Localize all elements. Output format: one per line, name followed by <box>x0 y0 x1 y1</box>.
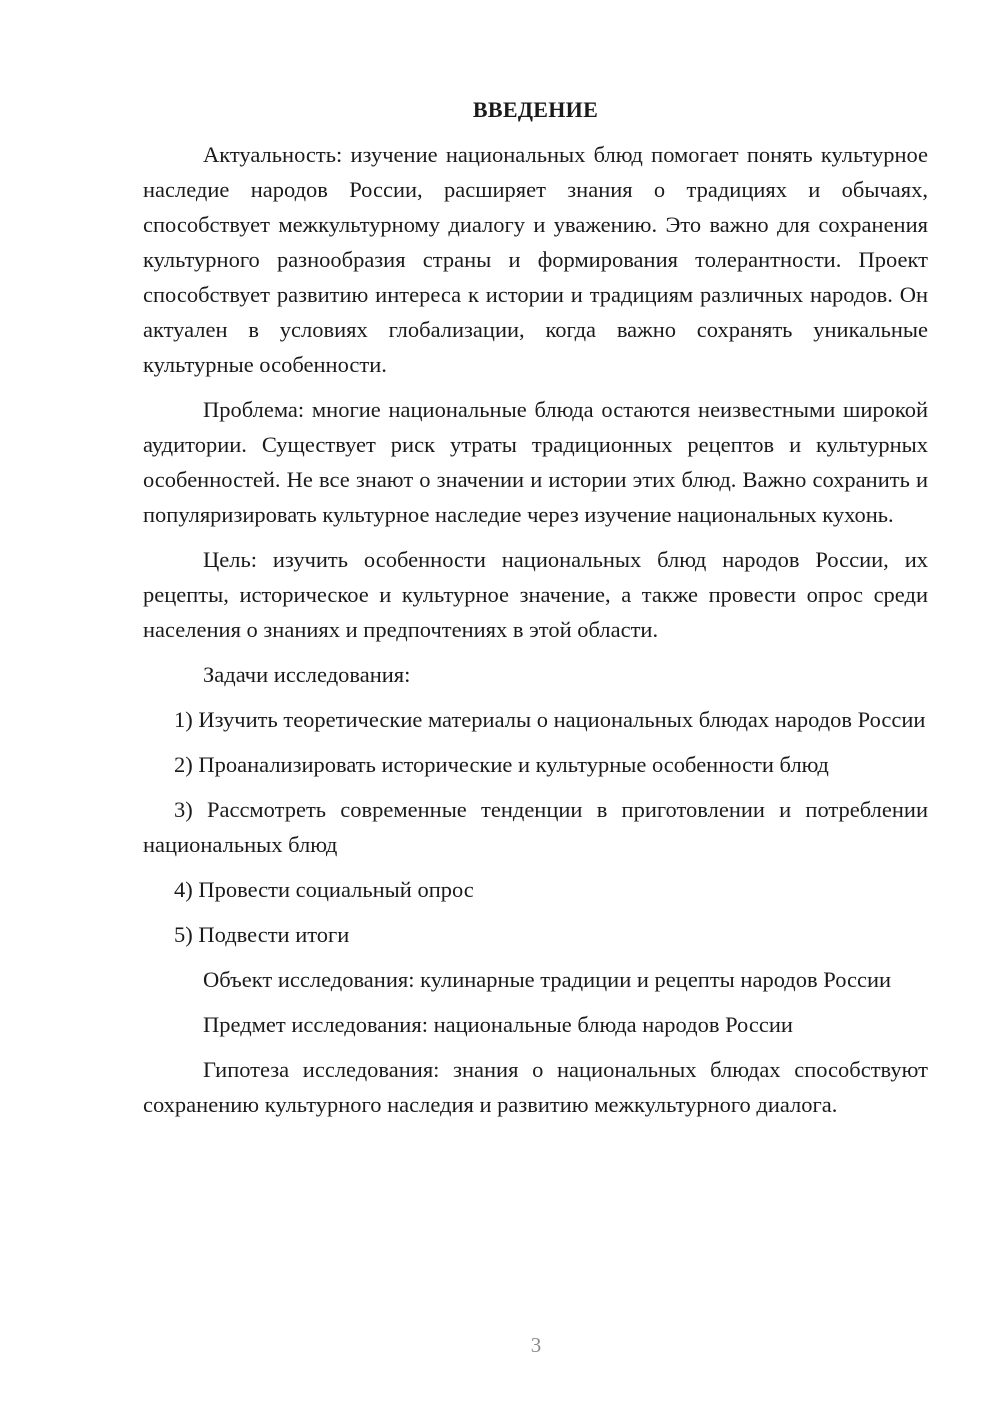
problem-paragraph: Проблема: многие национальные блюда остаются неизвестными широкой аудитории. Существует риск утраты традиционных рецептов и культурных особенностей. Не все знают о значении и истории этих блюд. Важно сохранить и популяризировать культурное наследие через изучение национальных кухонь. <box>143 397 928 527</box>
hypothesis-paragraph: Гипотеза исследования: знания о национальных блюдах способствуют сохранению культурного наследия и развитию межкультурного диалога. <box>143 1057 928 1117</box>
object-paragraph: Объект исследования: кулинарные традиции и рецепты народов России <box>203 967 892 992</box>
task-item: 1) Изучить теоретические материалы о национальных блюдах народов России <box>174 707 926 732</box>
document-page <box>143 92 928 1132</box>
goal-paragraph: Цель: изучить особенности национальных блюд народов России, их рецепты, историческое и культурное значение, а также провести опрос среди населения о знаниях и предпочтениях в этой области. <box>143 547 928 642</box>
task-item: 4) Провести социальный опрос <box>174 877 474 902</box>
task-item: 2) Проанализировать исторические и культурные особенности блюд <box>174 752 829 777</box>
task-item: 5) Подвести итоги <box>174 922 350 947</box>
section-title: ВВЕДЕНИЕ <box>472 97 599 122</box>
task-item: 3) Рассмотреть современные тенденции в приготовлении и потреблении национальных блюд <box>143 797 928 857</box>
relevance-paragraph: Актуальность: изучение национальных блюд помогает понять культурное наследие народов России, расширяет знания о традициях и обычаях, способствует межкультурному диалогу и уважению. Это важно для сохранения культурного разнообразия страны и формирования толерантности. Проект способствует развитию интереса к истории и традициям различных народов. Он актуален в условиях глобализации, когда важно сохранять уникальные культурные особенности. <box>143 142 928 377</box>
page-number: 3 <box>530 1333 542 1357</box>
tasks-heading: Задачи исследования: <box>203 662 411 687</box>
subject-paragraph: Предмет исследования: национальные блюда народов России <box>203 1012 793 1037</box>
